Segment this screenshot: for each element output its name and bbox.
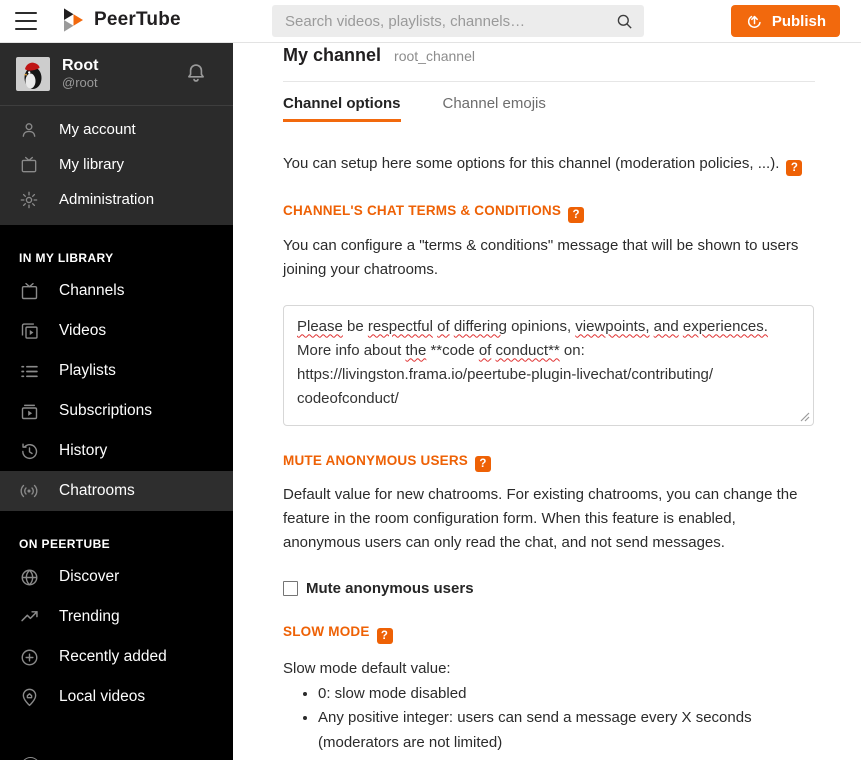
mute-heading-text: MUTE ANONYMOUS USERS — [283, 452, 469, 468]
slow-mode-bullet-list — [283, 682, 815, 756]
search-icon[interactable] — [615, 12, 634, 31]
sidebar-item-label: Chatrooms — [59, 482, 135, 499]
terms-heading — [283, 203, 815, 223]
sidebar-item-label: My library — [59, 156, 125, 173]
search-input[interactable] — [285, 13, 615, 30]
user-row[interactable] — [0, 43, 233, 103]
tabs — [283, 95, 815, 122]
sidebar-item-recently-added[interactable] — [0, 637, 233, 677]
sidebar-item-history[interactable] — [0, 431, 233, 471]
help-icon[interactable]: ? — [568, 207, 584, 223]
gear-icon — [18, 189, 40, 211]
bullet-item: • Any positive integer: users can send a message every X seconds (moderators are not limited) — [318, 706, 815, 755]
sidebar-item-channels[interactable] — [0, 271, 233, 311]
sidebar-item-label: Trending — [59, 608, 120, 625]
sidebar-item-local-videos[interactable] — [0, 677, 233, 717]
mute-description: Default value for new chatrooms. For existing chatrooms, you can change the feature in the room configuration form. When this feature is enabled, anonymous users can only read the chat, and not send messages. — [283, 486, 798, 551]
sidebar-item-label: History — [59, 442, 108, 459]
user-icon — [18, 119, 40, 141]
help-icon[interactable]: ? — [475, 456, 491, 472]
subscriptions-icon — [18, 400, 40, 422]
logo-text: PeerTube — [94, 9, 181, 30]
plus-circle-icon — [18, 646, 40, 668]
mute-anonymous-checkbox[interactable] — [283, 581, 298, 596]
sidebar-item-label: My account — [59, 121, 136, 138]
sidebar-item-label: Channels — [59, 282, 125, 299]
tv-icon — [18, 280, 40, 302]
mute-checkbox-label[interactable]: Mute anonymous users — [306, 580, 474, 597]
sidebar-item-discover[interactable] — [0, 557, 233, 597]
menu-toggle-button[interactable] — [15, 12, 37, 30]
section-title-in-my-library: IN MY LIBRARY — [19, 251, 114, 265]
slow-mode-intro: Slow mode default value: — [283, 659, 451, 677]
sidebar-item-label: Recently added — [59, 648, 167, 665]
terms-textarea[interactable]: Please be respectful of differing opinions, viewpoints, and experiences. More info about the **code of conduct** on: https://livingston.frama.io/peertube-plugin-livechat/contributing/ codeofconduct/ — [283, 305, 814, 426]
sidebar-item-label: Discover — [59, 568, 120, 585]
notifications-bell-icon[interactable] — [183, 60, 209, 87]
sidebar-item-my-account[interactable] — [0, 112, 233, 147]
sidebar-item-label: Local videos — [59, 688, 146, 705]
page-header — [283, 45, 815, 66]
main-content — [233, 0, 861, 755]
history-icon — [18, 440, 40, 462]
globe-icon — [18, 566, 40, 588]
sidebar-item-trending[interactable] — [0, 597, 233, 637]
terms-heading-text: CHANNEL'S CHAT TERMS & CONDITIONS — [283, 203, 562, 218]
peertube-logo-icon — [64, 8, 83, 32]
slow-mode-heading — [283, 624, 815, 644]
title-divider — [283, 81, 815, 82]
live-icon — [18, 480, 40, 502]
channel-handle: root_channel — [394, 48, 475, 64]
page-title: My channel — [283, 45, 382, 65]
top-bar — [0, 0, 861, 43]
section-title-on-peertube: ON PEERTUBE — [19, 537, 111, 551]
slow-mode-heading-text: SLOW MODE — [283, 624, 370, 639]
sidebar-item-administration[interactable] — [0, 182, 233, 217]
user-panel — [0, 43, 233, 225]
sidebar-item-playlists[interactable] — [0, 351, 233, 391]
intro-text — [283, 152, 815, 176]
avatar[interactable] — [16, 57, 50, 91]
peertube-logo[interactable] — [64, 8, 181, 32]
user-info — [62, 56, 98, 91]
home-pin-icon — [18, 686, 40, 708]
videos-icon — [18, 320, 40, 342]
terms-description: You can configure a "terms & conditions" message that will be shown to users joining your chatrooms. — [283, 236, 799, 278]
sidebar-item-chatrooms[interactable] — [0, 471, 233, 511]
bullet-item: • 0: slow mode disabled — [318, 682, 815, 707]
sidebar — [0, 43, 233, 760]
tab-channel-options[interactable]: Channel options — [283, 95, 401, 122]
intro-text-content: You can setup here some options for this channel (moderation policies, ...). — [283, 155, 780, 172]
sidebar-item-label: Videos — [59, 322, 107, 339]
tab-channel-emojis[interactable]: Channel emojis — [442, 95, 546, 112]
publish-label: Publish — [771, 12, 826, 30]
playlist-icon — [18, 360, 40, 382]
search-box[interactable] — [272, 5, 644, 37]
sidebar-item-subscriptions[interactable] — [0, 391, 233, 431]
resize-handle-icon[interactable] — [800, 412, 810, 422]
user-name: Root — [62, 57, 99, 74]
sidebar-item-label: Playlists — [59, 362, 116, 379]
help-icon[interactable]: ? — [786, 160, 802, 176]
sidebar-item-videos[interactable] — [0, 311, 233, 351]
sidebar-item-my-library[interactable] — [0, 147, 233, 182]
user-handle: @root — [62, 75, 98, 90]
sidebar-item-label: Administration — [59, 191, 155, 208]
mute-checkbox-row — [283, 580, 815, 597]
user-panel-divider — [0, 105, 233, 106]
trending-icon — [18, 606, 40, 628]
publish-button[interactable] — [731, 5, 840, 37]
help-icon[interactable]: ? — [377, 628, 393, 644]
tv-icon — [18, 154, 40, 176]
upload-icon — [745, 12, 764, 31]
sidebar-item-label: Subscriptions — [59, 402, 153, 419]
mute-heading — [283, 453, 815, 473]
